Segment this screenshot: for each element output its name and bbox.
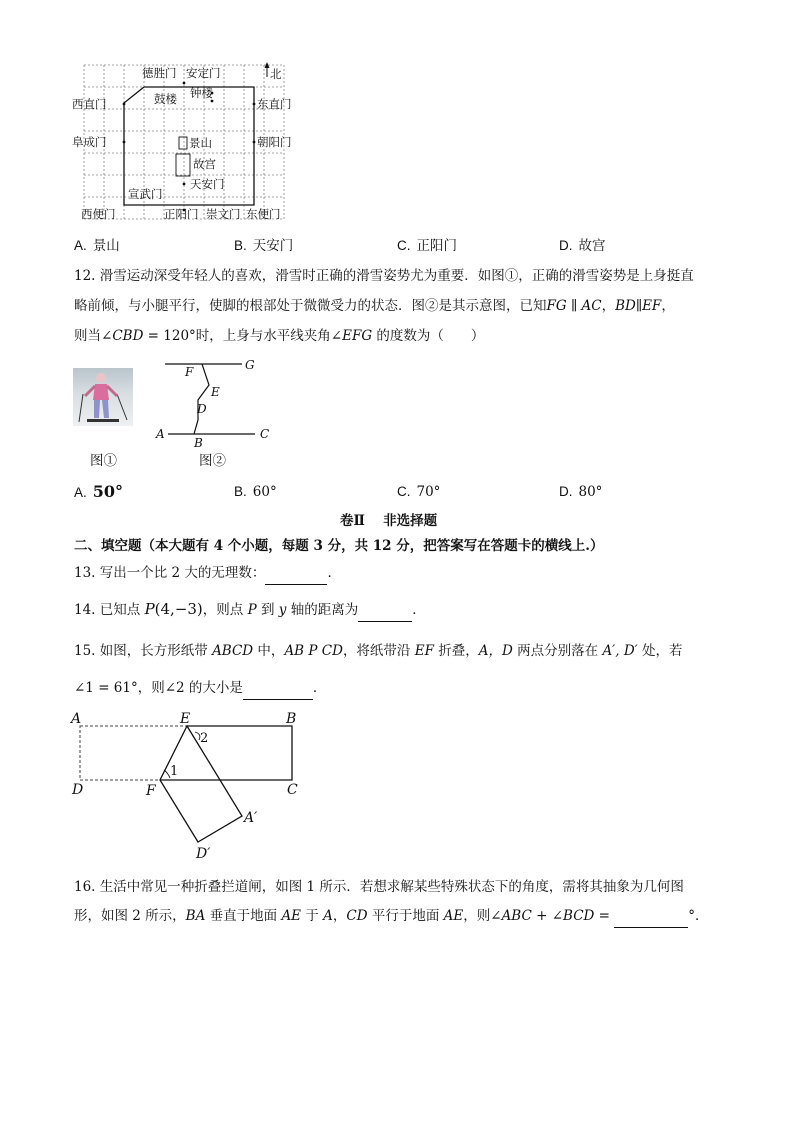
q15-angle-1: 1 bbox=[170, 764, 179, 779]
q11-option-b[interactable]: B. 天安门 bbox=[234, 238, 294, 254]
part2-title: 卷Ⅱ 非选择题 bbox=[340, 513, 438, 529]
fig2-label-b: B bbox=[194, 436, 203, 450]
q15-label-c: C bbox=[287, 782, 298, 798]
q15-angle-2: 2 bbox=[200, 731, 209, 746]
label-zhengyangmen: 正阳门 bbox=[164, 207, 199, 221]
q11-option-c[interactable]: C. 正阳门 bbox=[397, 238, 457, 254]
fig2-label-f: F bbox=[185, 365, 194, 379]
label-north: 北 bbox=[270, 67, 282, 81]
section-title: 二、填空题（本大题有 4 个小题，每题 3 分，共 12 分，把答案写在答题卡的横线上.） bbox=[74, 538, 604, 554]
label-andingmen: 安定门 bbox=[186, 66, 221, 80]
q16-answer-blank[interactable] bbox=[614, 909, 688, 928]
q11-option-d[interactable]: D. 故宫 bbox=[559, 238, 606, 254]
q16-line-1: 16. 生活中常见一种折叠拦道闸，如图 1 所示．若想求解某些特殊状态下的角度，需将其抽象为几何图 bbox=[74, 879, 684, 895]
q15-label-a-prime: A′ bbox=[244, 810, 258, 826]
q12-line-1: 12. 滑雪运动深受年轻人的喜欢，滑雪时正确的滑雪姿势尤为重要．如图①，正确的滑雪姿势是上身挺直 bbox=[74, 268, 694, 284]
fig2-label-c: C bbox=[260, 427, 270, 441]
q16-line-2: 形，如图 2 所示，BA 垂直于地面 AE 于 A，CD 平行于地面 AE，则∠ABC + ∠BCD = °． bbox=[74, 907, 709, 928]
q15-label-b: B bbox=[286, 711, 297, 727]
q15-label-e: E bbox=[180, 711, 191, 727]
fig2-label-a: A bbox=[156, 427, 165, 441]
label-dongzhimen: 东直门 bbox=[257, 97, 292, 111]
q15-label-d-prime: D′ bbox=[196, 846, 211, 862]
q11-option-a[interactable]: A. 景山 bbox=[74, 238, 120, 254]
q12-fig1-caption: 图① bbox=[90, 453, 117, 469]
q12-option-d[interactable]: D. 80° bbox=[559, 484, 603, 500]
label-zhonglou: 钟楼 bbox=[190, 86, 213, 100]
q14-answer-blank[interactable] bbox=[358, 603, 412, 622]
label-chongwenmen: 崇文门 bbox=[206, 207, 241, 221]
label-xibianmen: 西便门 bbox=[81, 207, 116, 221]
label-gulou: 鼓楼 bbox=[154, 92, 177, 106]
q14-text: 14. 已知点 P(4,−3)，则点 P 到 y 轴的距离为 ． bbox=[74, 600, 426, 622]
fig2-label-g: G bbox=[245, 358, 255, 372]
label-xizhimen: 西直门 bbox=[72, 97, 107, 111]
label-dongbianmen: 东便门 bbox=[246, 207, 281, 221]
fig2-label-d: D bbox=[197, 402, 207, 416]
label-deshengmen: 德胜门 bbox=[142, 66, 177, 80]
q15-label-a: A bbox=[71, 711, 82, 727]
q15-line-2: ∠1 = 61°，则∠2 的大小是 ． bbox=[74, 679, 326, 700]
q12-option-c[interactable]: C. 70° bbox=[397, 484, 441, 500]
q12-fig2-diagram bbox=[150, 352, 280, 452]
q15-label-d: D bbox=[72, 782, 84, 798]
q12-line-3: 则当∠CBD = 120°时，上身与水平线夹角∠EFG 的度数为（ ） bbox=[74, 328, 485, 344]
q15-line-1: 15. 如图，长方形纸带 ABCD 中，AB P CD，将纸带沿 EF 折叠，A，D 两点分别落在 A′, D′ 处，若 bbox=[74, 643, 683, 659]
q15-fold-diagram bbox=[66, 706, 316, 866]
skier-photo bbox=[73, 368, 133, 426]
q15-answer-blank[interactable] bbox=[243, 681, 313, 700]
label-xuanwumen: 宣武门 bbox=[128, 187, 163, 201]
fig2-label-e: E bbox=[211, 385, 220, 399]
q15-label-f: F bbox=[146, 783, 156, 799]
label-jingshan: 景山 bbox=[189, 136, 212, 150]
q12-option-a[interactable]: A. 50° bbox=[74, 482, 124, 501]
skier-illustration bbox=[73, 368, 133, 426]
label-chaoyangmen: 朝阳门 bbox=[257, 135, 292, 149]
q13-text: 13. 写出一个比 2 大的无理数： ． bbox=[74, 564, 341, 585]
q12-fig2-caption: 图② bbox=[199, 453, 226, 469]
label-tiananmen: 天安门 bbox=[190, 177, 225, 191]
q13-answer-blank[interactable] bbox=[265, 566, 327, 585]
q12-option-b[interactable]: B. 60° bbox=[234, 484, 277, 500]
label-fuchengmen: 阜成门 bbox=[72, 135, 107, 149]
beijing-grid-map bbox=[60, 55, 310, 225]
label-gugong: 故宫 bbox=[193, 157, 216, 171]
q12-line-2: 略前倾，与小腿平行，使脚的根部处于微微受力的状态．图②是其示意图，已知FG ∥ AC，BD∥EF， bbox=[74, 298, 675, 314]
